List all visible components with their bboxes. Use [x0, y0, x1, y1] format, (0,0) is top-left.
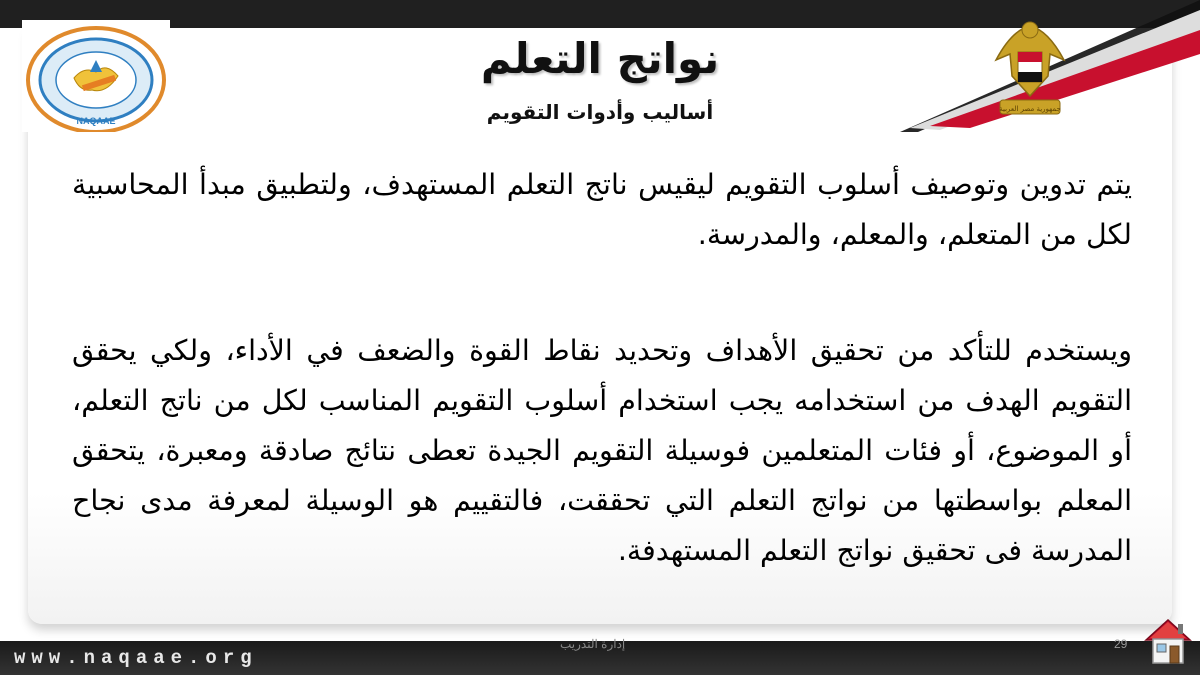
logo-left-text: NAQAAE: [76, 116, 116, 126]
slide-subtitle: أساليب وأدوات التقويم: [486, 100, 714, 124]
page-number: 29: [1114, 637, 1128, 651]
body-paragraph-2: ويستخدم للتأكد من تحقيق الأهداف وتحديد نقاط القوة والضعف في الأداء، ولكي يحقق التقويم الهدف من استخدامه يجب استخدام أسلوب التقويم المناسب لكل من ناتج التعلم، أو الموضوع، أو فئات المتعلمين فوسيلة التقويم الجيدة تعطى نتائج صادقة ومعبرة، يتحقق المعلم بواسطتها من نواتج التعلم التي تحققت، فالتقييم هو الوسيلة لمعرفة مدى نجاح المدرسة فى تحقيق نواتج التعلم المستهدفة.: [72, 334, 1132, 567]
home-icon[interactable]: [1140, 612, 1196, 668]
footer-department: إدارة التدريب: [560, 637, 626, 651]
body-paragraph-1: يتم تدوين وتوصيف أسلوب التقويم ليقيس ناتج التعلم المستهدف، ولتطبيق مبدأ المحاسبية لكل من المتعلم، والمعلم، والمدرسة.: [72, 168, 1132, 251]
naqaae-logo-icon: [22, 20, 170, 132]
slide-title: نواتج التعلم: [480, 34, 720, 83]
website-url[interactable]: www.naqaae.org: [14, 647, 258, 669]
egypt-eagle-emblem-icon: [900, 0, 1200, 132]
emblem-caption: جمهورية مصر العربية: [999, 105, 1061, 113]
footer-bar: [0, 637, 1200, 675]
